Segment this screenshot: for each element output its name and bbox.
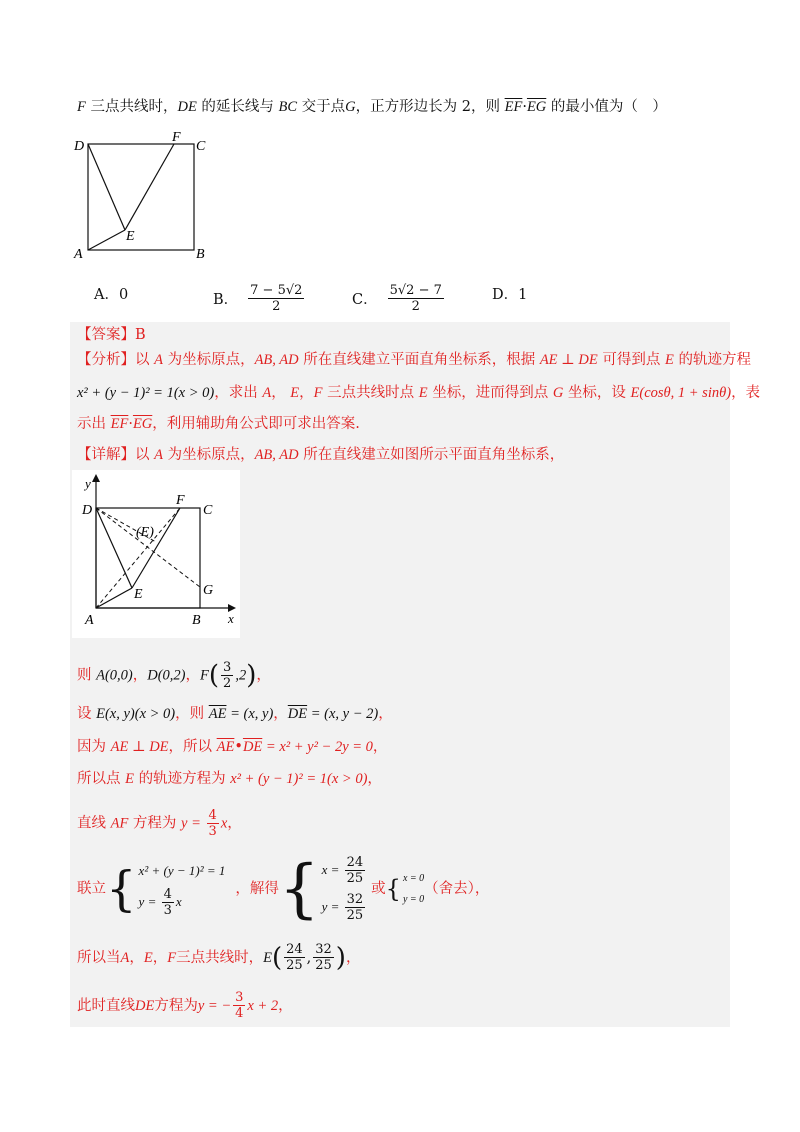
label-a2: A <box>85 613 94 628</box>
label-f2: F <box>176 493 185 508</box>
system-solution: { x = $\frac{24}{25}$ y = $\frac{32}{25}$ <box>278 852 364 926</box>
question-line <box>77 97 667 117</box>
figure-coordinate <box>72 470 240 638</box>
step-6: 联立 { x² + (y − 1)² = 1 y = $\frac{4}{3}$ x ，解得 { x = $\frac{24}{25}$ y = $\frac{32}{25}$ 或 { x = 0 y = 0 （舍去）， <box>77 852 490 926</box>
label-f: F <box>172 130 181 145</box>
step-5: 直线 AF 方程为 y = $\frac{4}{3}$ x， <box>77 808 242 839</box>
point-g: G <box>345 99 356 115</box>
text: 的最小值为（ ） <box>546 99 667 115</box>
segment-bc: BC <box>278 99 298 115</box>
choice-c[interactable] <box>352 283 446 314</box>
analysis-line-3: 示出 $\overline{EF}\cdot\overline{EG}$，利用辅助角公式即可求出答案. <box>77 416 360 432</box>
label-e: E <box>126 229 135 244</box>
step-3: 因为 AE ⊥ DE，所以 $\overline{AE}•\overline{DE} = x^2 + y^2 - 2y = 0$， <box>77 739 388 755</box>
detail-line-1: 【详解】以 A 为坐标原点，AB, AD 所在直线建立如图所示平面直角坐标系， <box>77 447 565 463</box>
point-f: F <box>77 99 86 115</box>
step-4: 所以点 E 的轨迹方程为 x² + (y − 1)² = 1(x > 0)， <box>77 771 382 787</box>
choice-d[interactable] <box>492 283 527 304</box>
analysis-line-2: x² + (y − 1)² = 1(x > 0)，求出 A， E，F 三点共线时点 E 坐标，进而得到点 G 坐标，设 E(cosθ, 1 + sinθ)，表 <box>77 385 761 401</box>
choice-a[interactable] <box>94 283 128 304</box>
label-a: A <box>74 247 83 262</box>
text: ，正方形边长为 2，则 <box>355 99 505 115</box>
dot: · <box>522 99 527 115</box>
label-b2: B <box>192 613 201 628</box>
label-e-intersect: (E) <box>136 525 154 540</box>
analysis-line-1: 【分析】以 A 为坐标原点，AB, AD 所在直线建立平面直角坐标系，根据 AE ⊥ DE 可得到点 E 的轨迹方程 <box>77 352 751 368</box>
step-8: 此时直线 DE 方程为 y = − $\frac{3}{4}$ x + 2 ， <box>77 990 293 1021</box>
label-x: x <box>228 611 234 626</box>
system-rejected: { x = 0 y = 0 <box>385 872 425 905</box>
label-y: y <box>85 476 91 491</box>
system-equations: { x² + (y − 1)² = 1 y = $\frac{4}{3}$ x <box>106 861 226 918</box>
label-c: C <box>196 139 206 154</box>
text: 三点共线时， <box>85 99 178 115</box>
label-b: B <box>196 247 205 262</box>
label-e2: E <box>134 587 143 602</box>
vector-eg: $\overline{EG}$ <box>526 99 547 115</box>
vector-ef: $\overline{EF}$ <box>504 99 523 115</box>
label-d: D <box>74 139 85 154</box>
choice-c-fraction: $\frac{5√2 - 7}{2}$ <box>389 283 442 314</box>
step-7: 所以当 A ， E ， F 三点共线时， E ( $\frac{24}{25}$ , $\frac{32}{25}$ ) ， <box>77 942 361 973</box>
step-2: 设 E(x, y)(x > 0)，则 $\overline{AE} = (x$, y)，$\overline{DE} = (x$, y − 2)， <box>77 706 393 722</box>
segment-de: DE <box>177 99 197 115</box>
choice-d-label: D．1 <box>492 287 528 303</box>
answer-line <box>77 325 146 345</box>
label-d2: D <box>82 503 93 518</box>
answer-tag: 【答案】B <box>77 327 146 343</box>
step-1: 则 A(0,0)，D(0,2)，F( $\frac{3}{2}$ ,2)， <box>77 660 271 691</box>
choice-b[interactable] <box>213 283 306 314</box>
choice-a-label: A．0 <box>94 287 129 303</box>
choice-c-label: C． <box>352 292 378 308</box>
figure-square <box>72 128 212 263</box>
text: 交于点 <box>297 99 346 115</box>
text: 的延长线与 <box>196 99 279 115</box>
choice-b-fraction: $\frac{7 - 5√2}{2}$ <box>250 283 303 314</box>
label-c2: C <box>203 503 213 518</box>
choice-b-label: B． <box>213 292 239 308</box>
label-g2: G <box>203 583 214 598</box>
